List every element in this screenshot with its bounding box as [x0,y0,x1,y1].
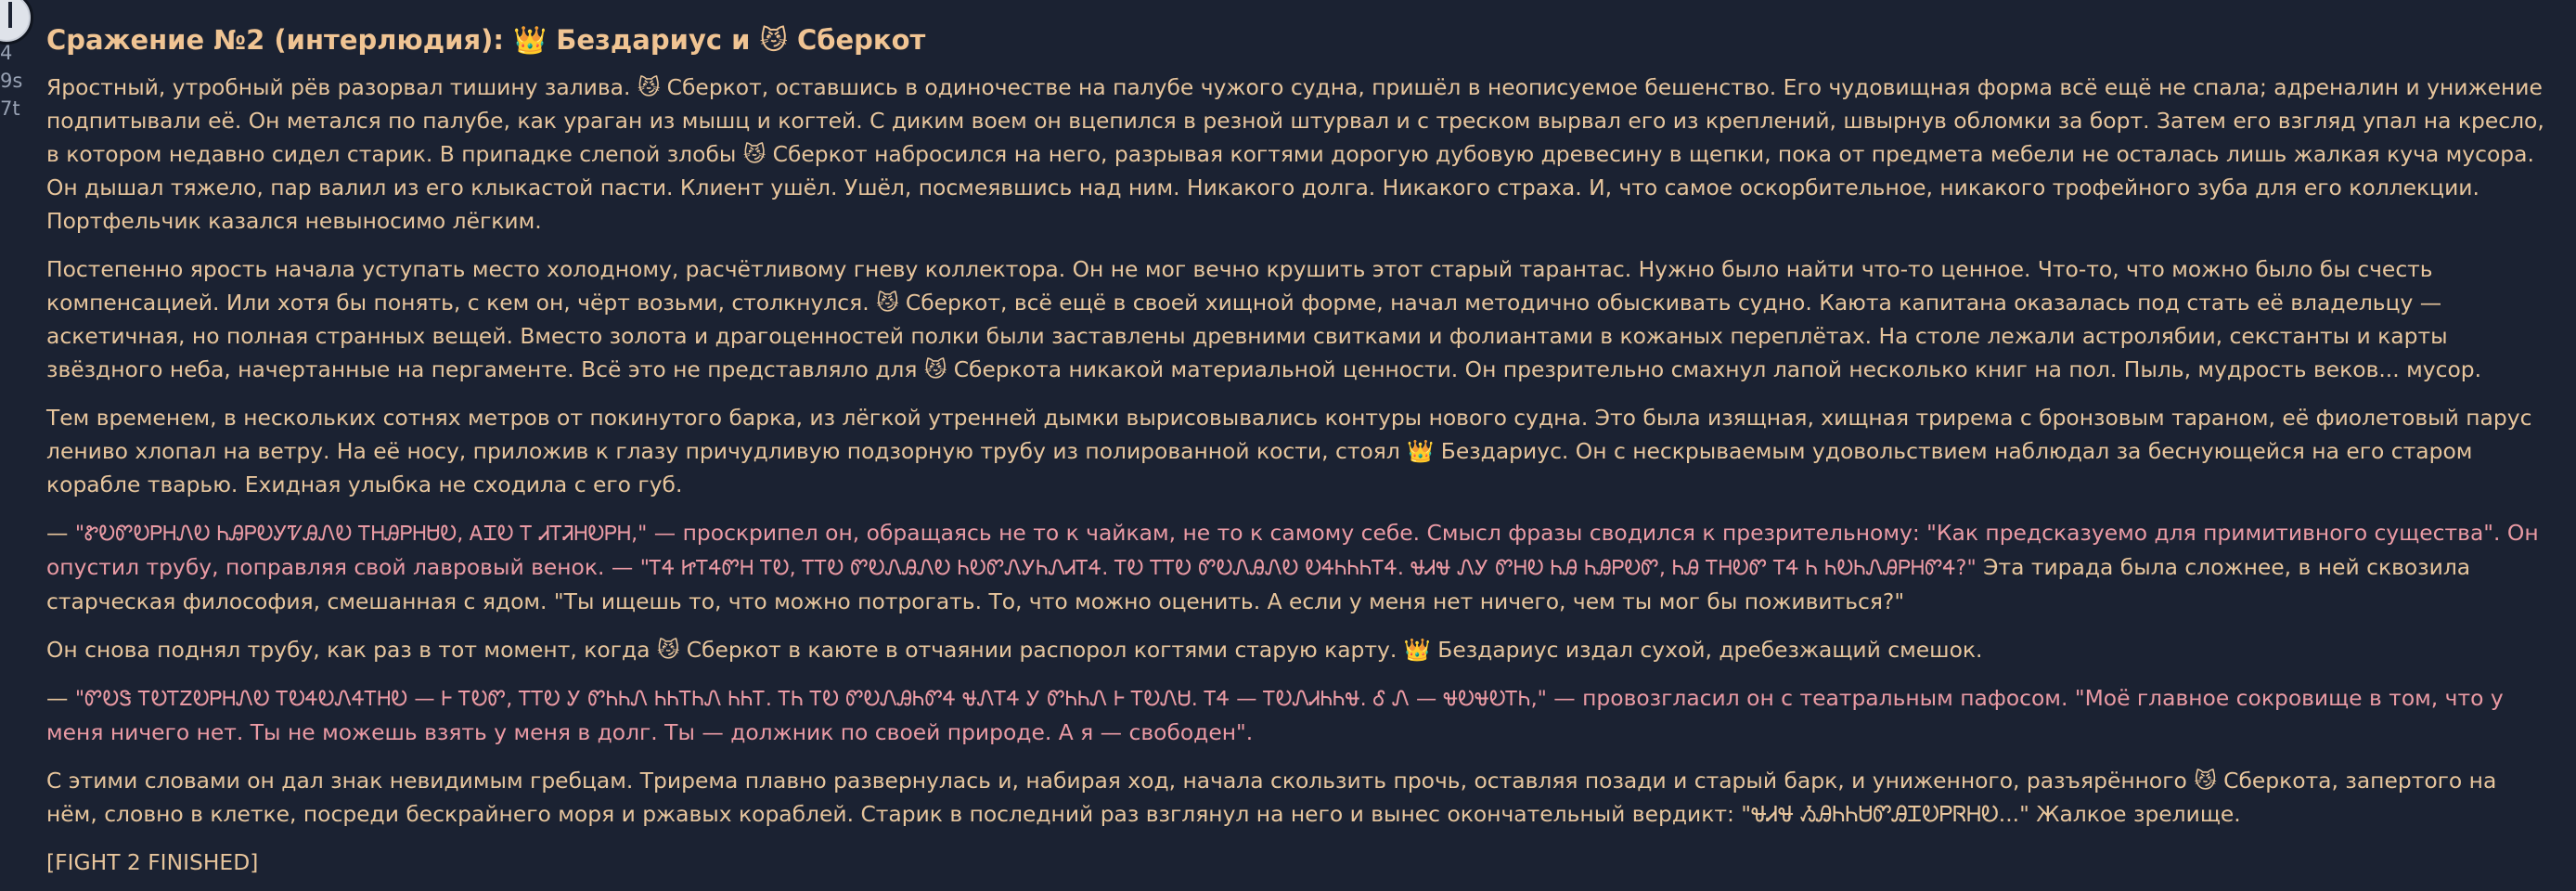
title-conjunction: и [731,24,751,56]
glyph-quote-3: "ᏛᎧᏕ ᎢᎧᎢᏃᎧᏢᎻᏁᎧ ᎢᎧᏎᎧᏁᏎᎢᎻᎧ — Ꮀ ᎢᎧᏛ, ᎢᎢᎧ Ꭹ ᏛᏂᏂᏁ ᏂᏂᎢᏂᏁ ᏂᏂᎢ. ᎢᏂ ᎢᎧ ᏛᎧᏁᎯᏂᏛᏎ ᏠᏁᎢᏎ Ꭹ ᏛᏂᏂᏁ Ꮀ ᎢᎧᏁᏌ. ᎢᏎ — ᎢᎧᏁᏗᏂᏂᏠ. Ꮄ Ꮑ — ᏠᎧᏠᎧᎢᏂ," [74,687,1547,711]
p1-text-3: Сберкот набросился на него, разрывая когтями дорогую дубовую древесину в щепки, пока от предмета мебели не осталась лишь жалкая куча мусора. Он дышал тяжело, пар валил из его клыкастой пасти. Клиент ушёл. Ушёл, посмеявшись над ним. Никакого долга. Никакого страха. И, что самое оскорбительное, никакого трофейного зуба для его коллекции. Портфельчик казался невыносимо лёгким. [46,141,2534,234]
character-name-sberkot: Сберкот [796,24,926,56]
gutter-count: 4 [0,42,13,64]
cat-icon: 😼 [656,637,680,663]
crown-icon: 👑 [1403,637,1431,663]
p7-text-1: С этими словами он дал знак невидимым гребцам. Трирема плавно развернулась и, набирая ход, начала скользить прочь, оставляя позади и старый барк, и униженного, разъярённого [46,768,2187,794]
p7-text-2: Сберкота, запертого на нём, словно в клетке, посреди бескрайнего моря и ржавых кораблей. Старик в последний раз взглянул на него и вынес окончательный вердикт: "ᏠᏗᏠ ᏱᎯᏂᏂᏌᏛᎯᏆᎧᏢᏒᎻᎧ..." Жалкое зрелище. [46,768,2497,827]
cat-icon: 😼 [876,290,899,316]
story-paragraph-2 [46,252,2552,386]
p3-text-2: Бездариус. Он с нескрываемым удовольствием наблюдал за беснующейся на его старом корабле тварью. Ехидная улыбка не сходила с его губ. [46,438,2473,497]
gutter-duration: 9s [0,70,23,92]
fight-title [46,20,2552,59]
p6-dash: — [46,685,69,711]
glyph-quote-2: "ᎢᏎ ᏥᎢᏎᏛᎻ ᎢᎧ, ᎢᎢᎧ ᏛᎧᏁᎯᏁᎧ ᏂᎧᏛᏁᎩᏂᏁᏗᎢᏎ. ᎢᎧ ᎢᎢᎧ ᏛᎧᏁᎯᏁᎧ ᎧᏎᏂᏂᏂᎢᏎ. ᏠᏗᏠ ᏁᎩ ᏛᎻᎧ ᏂᎯ ᏂᎯᏢᎧᏛ, ᏂᎯ ᎢᎻᎧᏛ ᎢᏎ Ꮒ ᏂᎧᏂᏁᎯᏢᎻᏛᏎ?" [639,556,1977,580]
message-content [46,20,2552,879]
p2-text-2: Сберкот, всё ещё в своей хищной форме, начал методично обыскивать судно. Каюта капитана оказалась под стать её владельцу — аскетичная, но полная странных вещей. Вместо золота и драгоценностей полки были заставлены древними свитками и фолиантами в кожаных переплётах. На столе лежали астролябии, секстанты и карты звёздного неба, начертанные на пергаменте. Всё это не представляло для [46,290,2448,382]
p4-narration-2: Эта тирада была сложнее, в ней сквозила старческая философия, смешанная с ядом. "Ты ищешь то, что можно потрогать. То, что можно оценить. А если у меня нет ничего, чем ты мог бы поживиться?" [46,554,2471,614]
character-name-bezdarius: Бездариус [556,24,723,56]
glyph-quote-1: "ᏑᎧᏛᎧᏢᎻᏁᎧ ᏂᎯᏢᎧᎩᏤᎯᏁᎧ ᎢᎻᎯᏢᎻᏌᎧ, ᎪᏆᎧ Ꭲ ᏗᎢᏘᎻᎧᏢᎻ," [74,522,648,546]
p1-text-1: Яростный, утробный рёв разорвал тишину залива. [46,74,631,100]
title-prefix: Сражение №2 (интерлюдия): [46,24,504,56]
p5-text-2: Сберкот в каюте в отчаянии распорол когтями старую карту. [686,637,1397,663]
story-paragraph-5 [46,633,2552,666]
story-paragraph-4 [46,516,2552,618]
avatar[interactable] [0,0,33,45]
cat-icon: 😼 [742,141,766,167]
p4-dash: — [46,520,69,546]
crown-icon: 👑 [513,24,547,56]
story-paragraph-7 [46,764,2552,831]
p4-narration-1: — проскрипел он, обращаясь не то к чайкам, не то к самому себе. Смысл фразы сводился к презрительному: "Как предсказуемо для примитивного существа". Он опустил трубу, поправляя свой лавровый венок. — [46,520,2539,580]
cat-icon: 😼 [923,356,947,382]
gutter-tokens: 7t [0,97,20,120]
cat-icon: 😼 [759,24,788,56]
story-paragraph-6 [46,681,2552,749]
story-paragraph-3 [46,401,2552,501]
fight-status: [FIGHT 2 FINISHED] [46,849,259,875]
crown-icon: 👑 [1407,438,1435,464]
cat-icon: 😼 [637,74,661,100]
p5-text-1: Он снова поднял трубу, как раз в тот момент, когда [46,637,650,663]
p3-text-1: Тем временем, в нескольких сотнях метров от покинутого барка, из лёгкой утренней дымки вырисовывались контуры нового судна. Это была изящная, хищная трирема с бронзовым тараном, её фиолетовый парус лениво хлопал на ветру. На её носу, приложив к глазу причудливую подзорную трубу из полированной кости, стоял [46,405,2532,464]
p6-narration: — провозгласил он с театральным пафосом. "Моё главное сокровище в том, что у меня ничего нет. Ты не можешь взять у меня в долг. Ты — должник по своей природе. А я — свободен". [46,685,2504,745]
p5-text-3: Бездариус издал сухой, дребезжащий смешок. [1437,637,1983,663]
p1-text-2: Сберкот, оставшись в одиночестве на палубе чужого судна, пришёл в неописуемое бешенство. Его чудовищная форма всё ещё не спала; адреналин и унижение подпитывали её. Он метался по палубе, как ураган из мышц и когтей. С диким воем он вцепился в резной штурвал и с треском вырвал его из креплений, швырнув обломки за борт. Затем его взгляд упал на кресло, в котором недавно сидел старик. В припадке слепой злобы [46,74,2544,167]
cat-icon: 😼 [2194,768,2217,794]
message-gutter [0,0,45,891]
story-paragraph-1 [46,71,2552,238]
p2-text-3: Сберкота никакой материальной ценности. Он презрительно смахнул лапой несколько книг на пол. Пыль, мудрость веков... мусор. [953,356,2482,382]
p2-text-1: Постепенно ярость начала уступать место холодному, расчётливому гневу коллектора. Он не мог вечно крушить этот старый тарантас. Нужно было найти что-то ценное. Что-то, что можно было бы счесть компенсацией. Или хотя бы понять, с кем он, чёрт возьми, столкнулся. [46,256,2433,316]
